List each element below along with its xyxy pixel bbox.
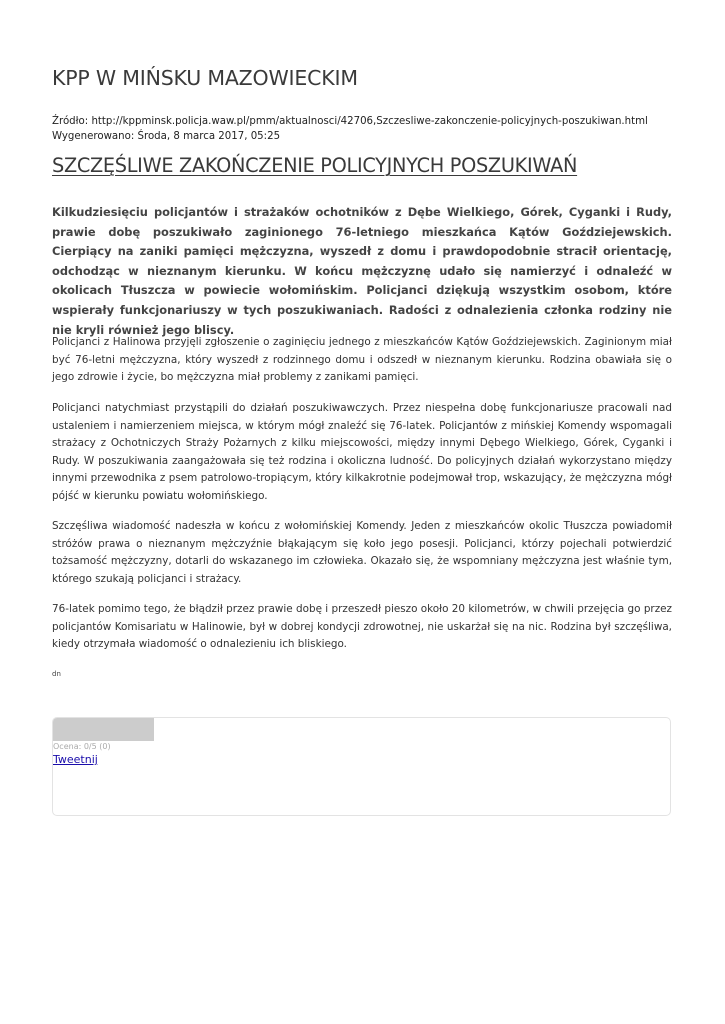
tweet-link[interactable]: Tweetnij [53, 753, 98, 766]
rating-stars-bar[interactable] [53, 718, 154, 741]
author-signature: dn [52, 670, 61, 678]
rating-box [52, 717, 671, 816]
rating-label: Ocena: 0/5 (0) [53, 742, 111, 751]
article-paragraph: 76-latek pomimo tego, że błądził przez prawie dobę i przeszedł pieszo około 20 kilometrów, w chwili przejęcia go przez policjantów Komisariatu w Halinowie, był w dobrej kondycji zdrowotnej, nie uskarżał się na nic. Rodzina był szczęśliwa, kiedy otrzymała wiadomość o odnalezieniu ich bliskiego. [52, 603, 672, 651]
generated-line: Wygenerowano: Środa, 8 marca 2017, 05:25 [52, 131, 281, 142]
article-title: SZCZĘŚLIWE ZAKOŃCZENIE POLICYJNYCH POSZUKIWAŃ [52, 154, 578, 177]
site-title: KPP W MIŃSKU MAZOWIECKIM [52, 66, 358, 90]
article-paragraph: Szczęśliwa wiadomość nadeszła w końcu z wołomińskiej Komendy. Jeden z mieszkańców okolic Tłuszcza powiadomił stróżów prawa o nieznanym mężczyźnie błąkającym się koło jego posesji. Policjanci, którzy pojechali potwierdzić tożsamość mężczyzny, dotarli do wskazanego im człowieka. Okazało się, że wspomniany mężczyzna jest właśnie tym, którego szukają policjanci i strażacy. [52, 520, 672, 585]
article-lead: Kilkudziesięciu policjantów i strażaków ochotników z Dębe Wielkiego, Górek, Cyganki i Rudy, prawie dobę poszukiwało zaginionego 76-letniego mieszkańca Kątów Goździejewskich. Cierpiący na zaniki pamięci mężczyzna, wyszedł z domu i prawdopodobnie stracił orientację, odchodząc w nieznanym kierunku. W końcu mężczyznę udało się namierzyć i odnaleźć w okolicach Tłuszcza w powiecie wołomińskim. Policjanci dziękują wszystkim osobom, które wspierały funkcjonariuszy w tych poszukiwaniach. Radości z odnalezienia członka rodziny nie nie kryli również jego bliscy. [52, 205, 672, 337]
article-paragraph: Policjanci natychmiast przystąpili do działań poszukiwawczych. Przez niespełna dobę funkcjonariusze pracowali nad ustaleniem i namierzeniem miejsca, w którym mógł znaleźć się 76-latek. Policjantów z mińskiej Komendy wspomagali strażacy z Ochotniczych Straży Pożarnych z kilku miejscowości, między innymi Dębego Wielkiego, Górek, Cyganki i Rudy. W poszukiwania zaangażowała się też rodzina i okoliczna ludność. Do policyjnych działań wykorzystano między innymi przewodnika z psem patrolowo-tropiącym, który kilkakrotnie podejmował trop, wskazujący, że mężczyzna mógł pójść w kierunku powiatu wołomińskiego. [52, 402, 672, 502]
document-meta [52, 114, 648, 144]
source-line: Źródło: http://kppminsk.policja.waw.pl/pmm/aktualnosci/42706,Szczesliwe-zakonczenie-policyjnych-poszukiwan.html [52, 116, 648, 127]
article-paragraph: Policjanci z Halinowa przyjęli zgłoszenie o zaginięciu jednego z mieszkańców Kątów Goździejewskich. Zaginionym miał być 76-letni mężczyzna, który wyszedł z rodzinnego domu i odszedł w nieznanym kierunku. Rodzina obawiała się o jego zdrowie i życie, bo mężczyzna miał problemy z zanikami pamięci. [52, 336, 672, 384]
